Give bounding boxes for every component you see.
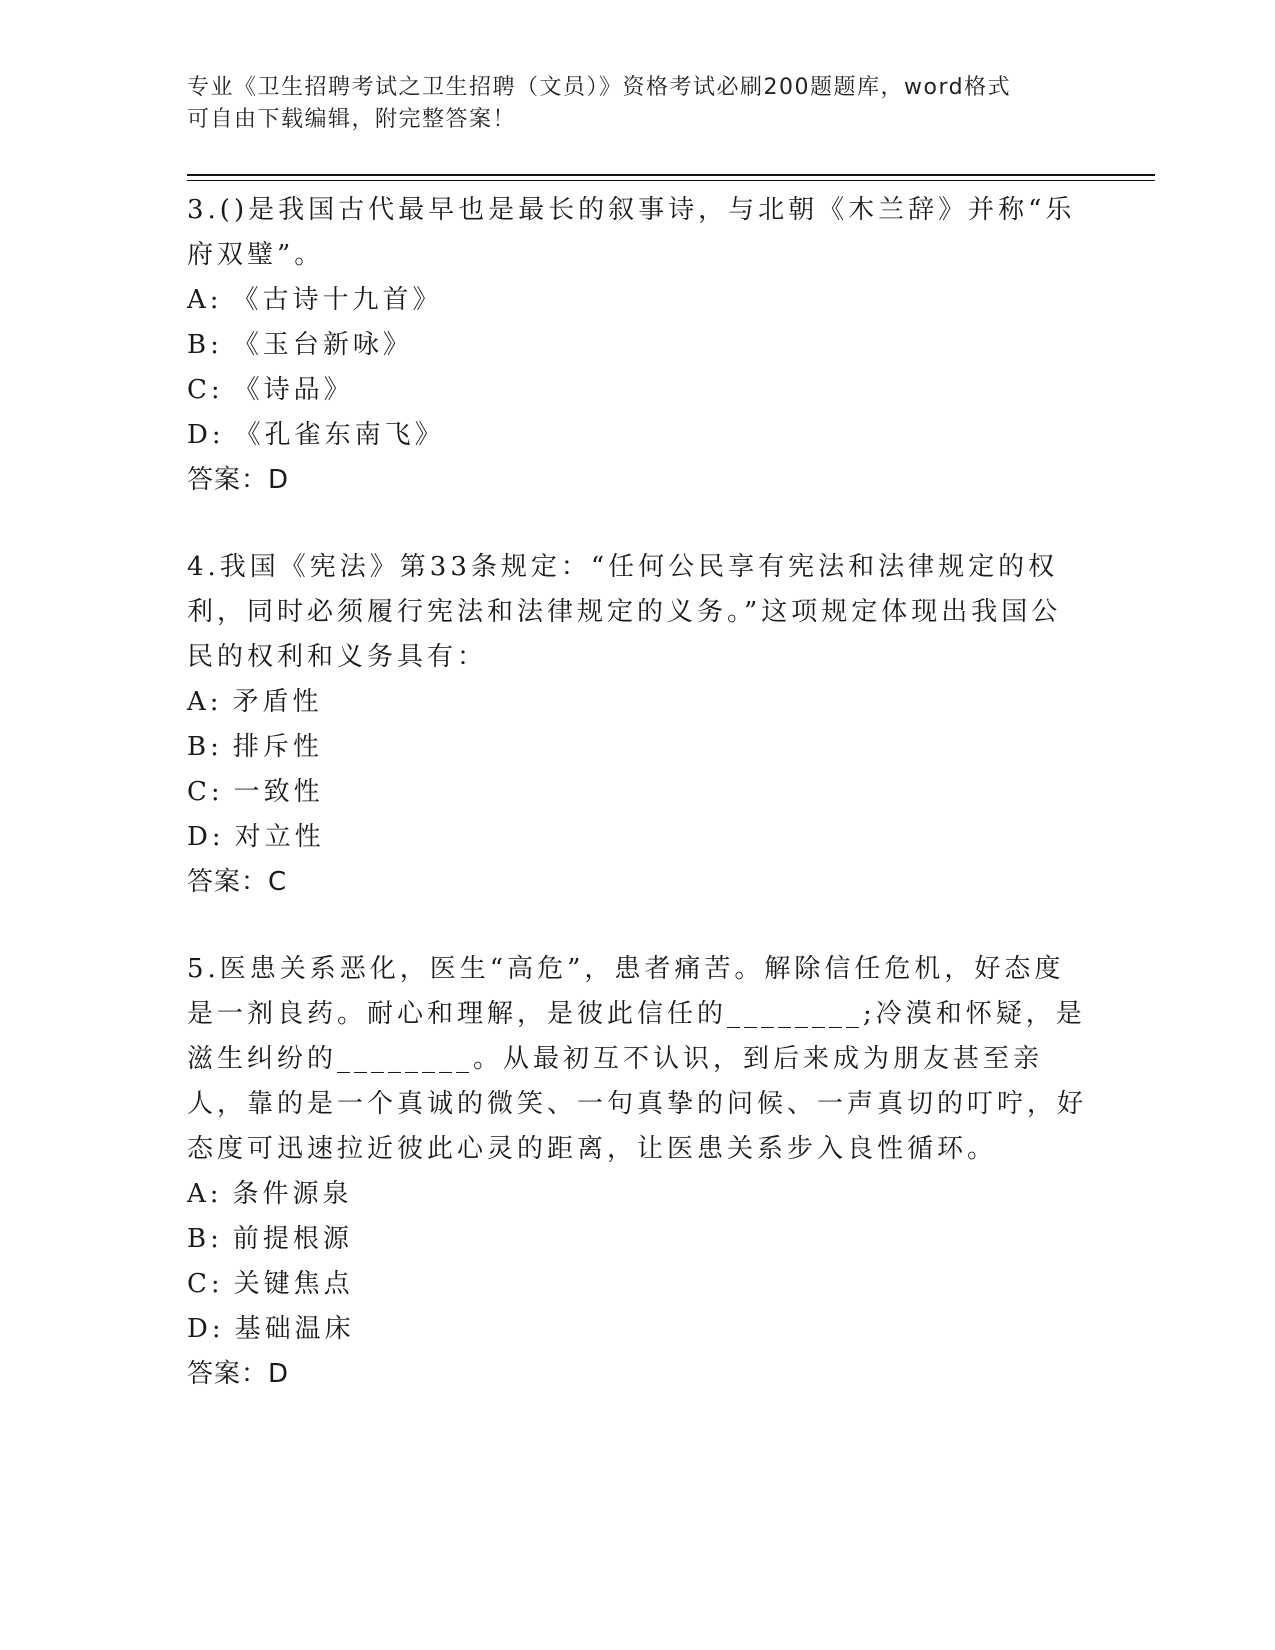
question-4 bbox=[187, 545, 1087, 905]
option-label: C: bbox=[187, 777, 224, 807]
header-divider-thick bbox=[187, 174, 1155, 176]
question-text: 3.()是我国古代最早也是最长的叙事诗，与北朝《木兰辞》并称“乐府双璧”。 bbox=[187, 195, 1076, 270]
option-b bbox=[187, 725, 1087, 770]
question-3 bbox=[187, 188, 1087, 503]
option-text: 基础温床 bbox=[234, 1314, 355, 1344]
answer-text: 答案：D bbox=[187, 1359, 290, 1389]
option-label: B: bbox=[187, 330, 223, 360]
option-text: 一致性 bbox=[233, 777, 324, 807]
option-b bbox=[187, 1217, 1087, 1262]
option-d bbox=[187, 1307, 1087, 1352]
option-text: 排斥性 bbox=[232, 732, 323, 762]
header-divider-thin bbox=[187, 180, 1155, 181]
option-c bbox=[187, 1262, 1087, 1307]
question-text: 4.我国《宪法》第33条规定：“任何公民享有宪法和法律规定的权利，同时必须履行宪法和法律规定的义务。”这项规定体现出我国公民的权利和义务具有： bbox=[187, 552, 1062, 672]
option-text: 《玉台新咏》 bbox=[232, 330, 413, 360]
option-c bbox=[187, 770, 1087, 815]
header-line-1: 专业《卫生招聘考试之卫生招聘（文员）》资格考试必刷200题题库，word格式 bbox=[187, 75, 1012, 100]
option-label: A: bbox=[187, 285, 223, 315]
question-5 bbox=[187, 947, 1087, 1397]
option-c bbox=[187, 368, 1087, 413]
option-d bbox=[187, 413, 1087, 458]
document-header bbox=[187, 72, 1067, 136]
option-text: 对立性 bbox=[234, 822, 325, 852]
option-label: D: bbox=[187, 822, 225, 852]
option-label: B: bbox=[187, 1224, 223, 1254]
option-d bbox=[187, 815, 1087, 860]
question-text: 5.医患关系恶化，医生“高危”，患者痛苦。解除信任危机，好态度是一剂良药。耐心和理解，是彼此信任的________;冷漠和怀疑，是滋生纠纷的________。从最初互不认识，到后来成为朋友甚至亲人，靠的是一个真诚的微笑、一句真挚的问候、一声真切的叮咛，好态度可迅速拉近彼此心灵的距离，让医患关系步入良性循环。 bbox=[187, 954, 1088, 1164]
option-a bbox=[187, 278, 1087, 323]
option-text: 关键焦点 bbox=[233, 1269, 354, 1299]
option-label: D: bbox=[187, 420, 225, 450]
option-label: D: bbox=[187, 1314, 225, 1344]
option-b bbox=[187, 323, 1087, 368]
option-label: C: bbox=[187, 375, 224, 405]
option-a bbox=[187, 680, 1087, 725]
option-label: A: bbox=[187, 1179, 223, 1209]
option-text: 矛盾性 bbox=[232, 687, 323, 717]
option-label: A: bbox=[187, 687, 223, 717]
answer-text: 答案：D bbox=[187, 465, 290, 495]
option-text: 前提根源 bbox=[232, 1224, 353, 1254]
option-text: 《古诗十九首》 bbox=[232, 285, 443, 315]
answer-text: 答案：C bbox=[187, 867, 288, 897]
option-a bbox=[187, 1172, 1087, 1217]
option-text: 《孔雀东南飞》 bbox=[234, 420, 445, 450]
option-label: B: bbox=[187, 732, 223, 762]
option-text: 条件源泉 bbox=[232, 1179, 353, 1209]
header-line-2: 可自由下载编辑，附完整答案！ bbox=[187, 107, 517, 132]
question-list bbox=[187, 188, 1087, 1439]
option-label: C: bbox=[187, 1269, 224, 1299]
option-text: 《诗品》 bbox=[233, 375, 354, 405]
